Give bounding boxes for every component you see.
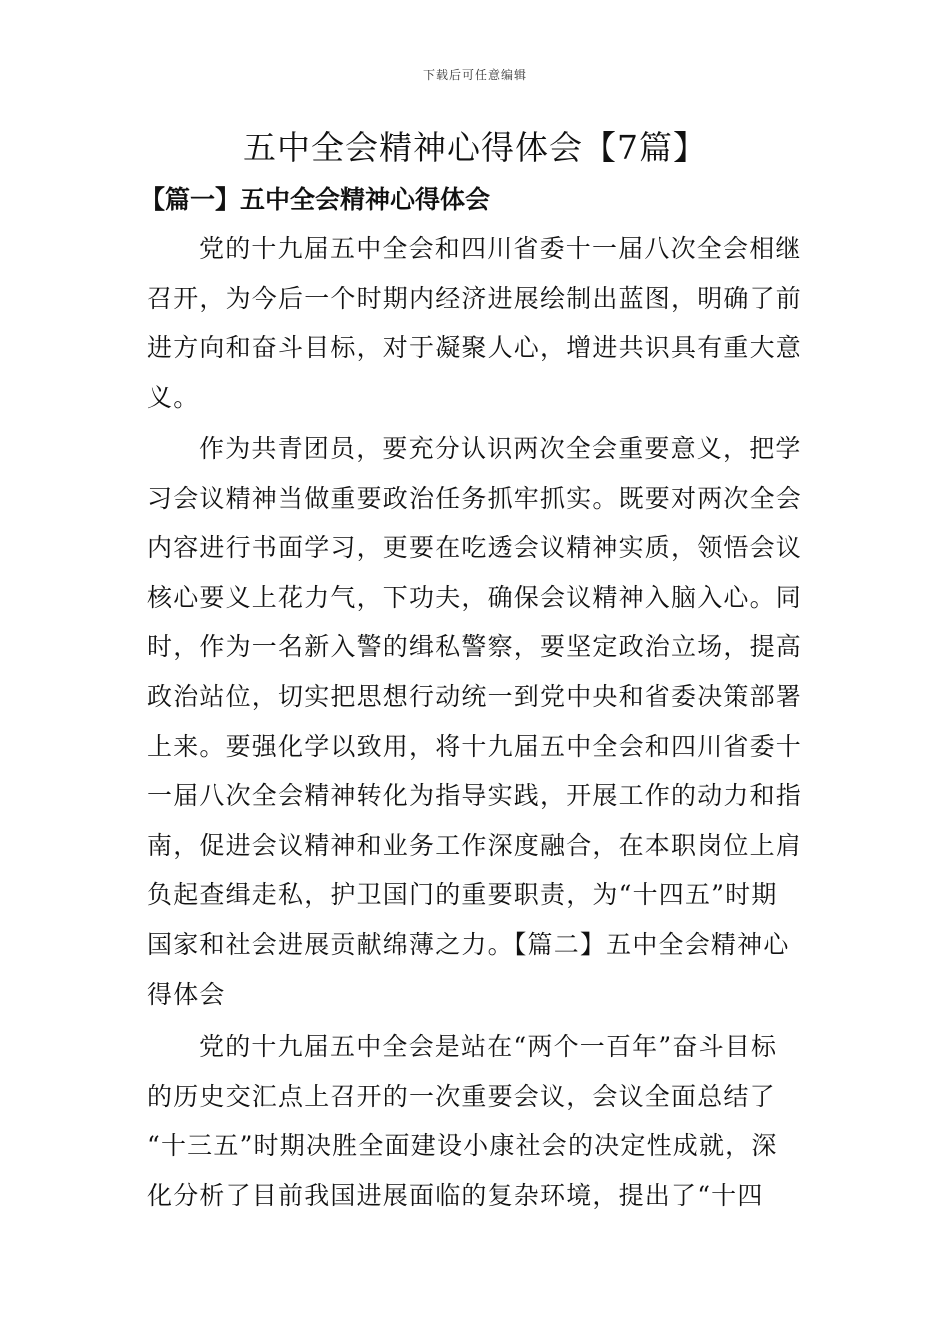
- section-1-heading: 【篇一】五中全会精神心得体会: [140, 185, 491, 214]
- text-line: 作为共青团员，要充分认识两次全会重要意义，把学: [199, 434, 802, 463]
- text-line: 化分析了目前我国进展面临的复杂环境，提出了“十四: [147, 1180, 764, 1210]
- text-line: 召开，为今后一个时期内经济进展绘制出蓝图，明确了前: [147, 283, 803, 313]
- text-line: 党的十九届五中全会和四川省委十一届八次全会相继: [199, 234, 802, 263]
- text-line: 的历史交汇点上召开的一次重要会议，会议全面总结了: [147, 1081, 776, 1111]
- section-2-heading-continued: 得体会: [147, 979, 226, 1009]
- section-2-heading: 【篇二】五中全会精神心: [513, 929, 790, 959]
- text-line: 内容进行书面学习，更要在吃透会议精神实质，领悟会议: [147, 533, 803, 563]
- text-line: 义。: [147, 382, 200, 412]
- document-title: 五中全会精神心得体会【7篇】: [243, 128, 707, 167]
- text-line: 党的十九届五中全会是站在“两个一百年”奋斗目标: [199, 1032, 778, 1061]
- text-line: “十三五”时期决胜全面建设小康社会的决定性成就，深: [147, 1131, 778, 1161]
- text-line: 习会议精神当做重要政治任务抓牢抓实。既要对两次全会: [147, 483, 803, 513]
- text-line-with-heading: [147, 920, 807, 970]
- text-line: 时，作为一名新入警的缉私警察，要坚定政治立场，提高: [147, 632, 803, 662]
- header-note: 下载后可任意编辑: [422, 68, 527, 82]
- section-1-paragraph-1: [147, 224, 807, 422]
- text-line: 进方向和奋斗目标，对于凝聚人心，增进共识具有重大意: [147, 333, 803, 363]
- text-line: 南，促进会议精神和业务工作深度融合，在本职岗位上肩: [147, 830, 803, 860]
- text-line: 上来。要强化学以致用，将十九届五中全会和四川省委十: [147, 731, 803, 761]
- text-line: 核心要义上花力气，下功夫，确保会议精神入脑入心。同: [147, 582, 803, 612]
- text-line: 国家和社会进展贡献绵薄之力。: [147, 929, 514, 959]
- text-line: 负起查缉走私，护卫国门的重要职责，为“十四五”时期: [147, 880, 778, 910]
- text-line: 政治站位，切实把思想行动统一到党中央和省委决策部署: [147, 681, 803, 711]
- section-2-paragraph-1: [147, 1022, 807, 1220]
- text-line: 一届八次全会精神转化为指导实践，开展工作的动力和指: [147, 781, 803, 811]
- section-1-paragraph-2: [147, 424, 807, 1019]
